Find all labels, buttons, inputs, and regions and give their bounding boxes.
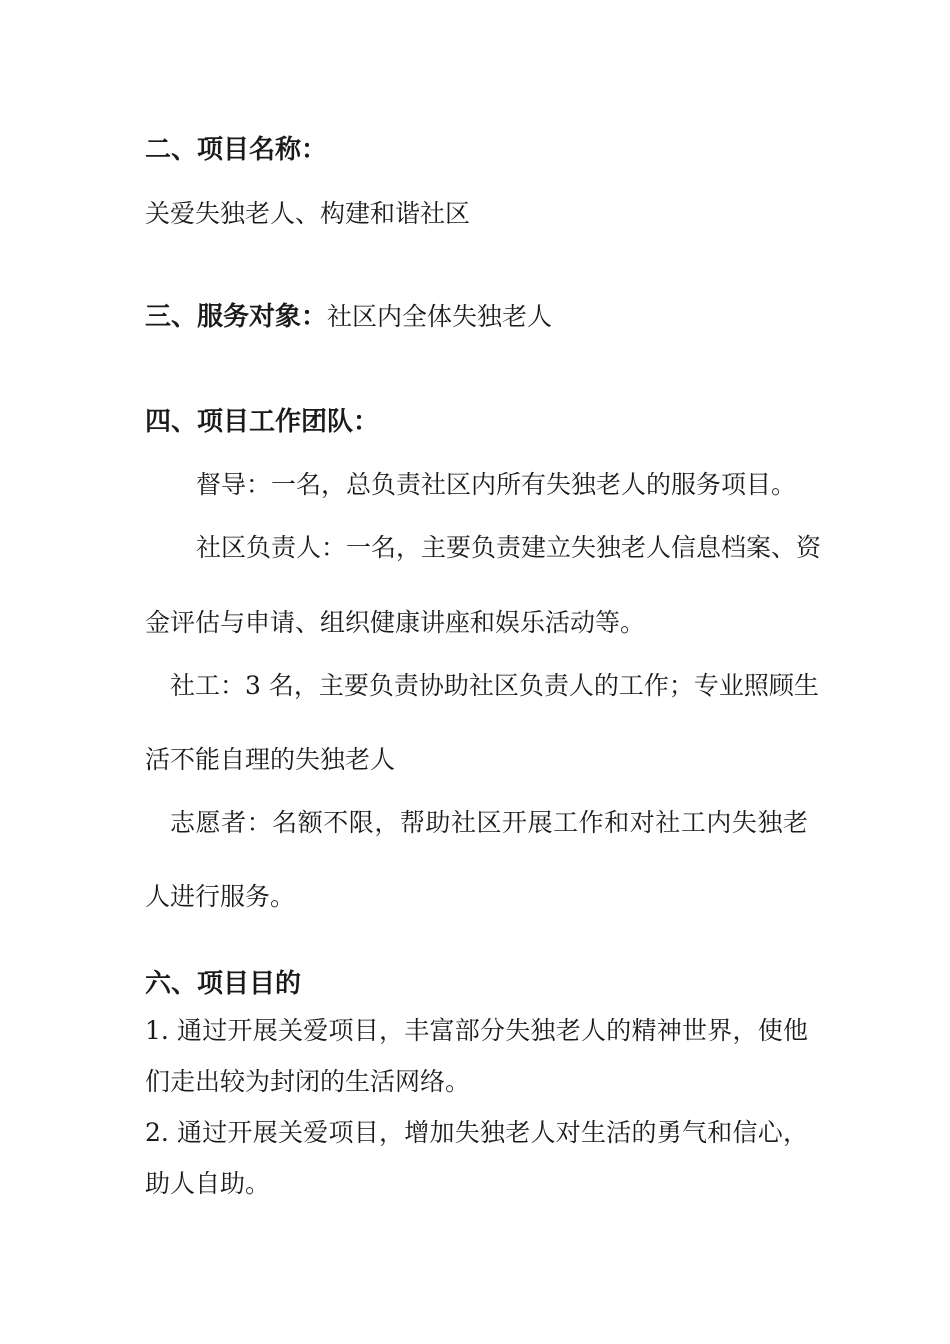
purpose-item-2-line-1: 2. 通过开展关爱项目，增加失独老人对生活的勇气和信心， — [145, 1118, 808, 1147]
manager-text-line-1: 社区负责人：一名，主要负责建立失独老人信息档案、资 — [196, 533, 822, 562]
section-4-heading: 四、项目工作团队： — [145, 407, 380, 437]
section-2-heading: 二、项目名称： — [145, 135, 328, 165]
purpose-item-2-line-2: 助人自助。 — [145, 1169, 271, 1198]
volunteer-text-line-2: 人进行服务。 — [145, 882, 296, 911]
service-target-text: 社区内全体失独老人 — [327, 302, 553, 331]
purpose-item-1-line-2: 们走出较为封闭的生活网络。 — [145, 1067, 471, 1096]
project-name-text: 关爱失独老人、构建和谐社区 — [145, 199, 471, 228]
supervisor-text: 督导：一名，总负责社区内所有失独老人的服务项目。 — [196, 470, 797, 499]
volunteer-text-line-1: 志愿者：名额不限，帮助社区开展工作和对社工内失独老 — [170, 808, 808, 837]
manager-text-line-2: 金评估与申请、组织健康讲座和娱乐活动等。 — [145, 608, 646, 637]
section-3-heading — [145, 299, 808, 335]
social-worker-text-line-2: 活不能自理的失独老人 — [145, 745, 396, 774]
section-3-heading-label: 三、服务对象： — [145, 302, 328, 332]
section-6-heading: 六、项目目的 — [145, 969, 302, 999]
purpose-item-1-line-1: 1. 通过开展关爱项目，丰富部分失独老人的精神世界，使他 — [145, 1016, 808, 1045]
social-worker-text-line-1: 社工：3 名，主要负责协助社区负责人的工作；专业照顾生 — [170, 671, 819, 700]
